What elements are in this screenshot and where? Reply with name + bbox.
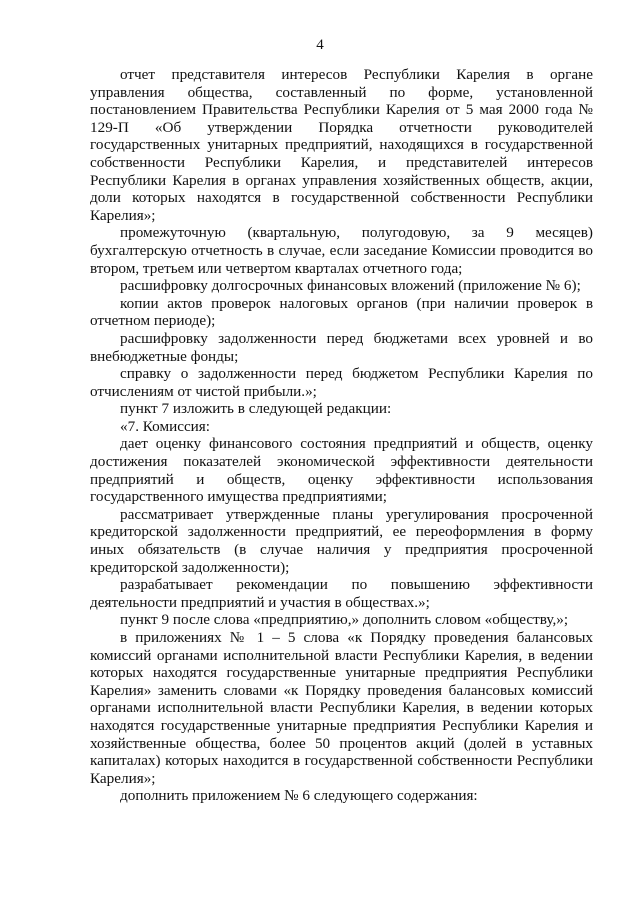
paragraph: «7. Комиссия: bbox=[120, 417, 211, 435]
paragraph: копии актов проверок налоговых органов (при наличии проверок в отчетном периоде); bbox=[90, 294, 593, 330]
document-body bbox=[90, 66, 593, 805]
page-number: 4 bbox=[316, 37, 324, 53]
paragraph: пункт 9 после слова «предприятию,» дополнить словом «обществу,»; bbox=[120, 611, 569, 629]
paragraph: расшифровку долгосрочных финансовых вложений (приложение № 6); bbox=[120, 277, 581, 295]
paragraph: дает оценку финансового состояния предприятий и обществ, оценку достижения показателей экономической эффективности деятельности предприятий и обществ, оценку эффективности использования государственного имущества предприятиями; bbox=[90, 435, 593, 506]
paragraph: дополнить приложением № 6 следующего содержания: bbox=[120, 787, 478, 805]
paragraph: промежуточную (квартальную, полугодовую, за 9 месяцев) бухгалтерскую отчетность в случае, если заседание Комиссии проводится во втором, третьем или четвертом кварталах отчетного года; bbox=[90, 224, 593, 277]
paragraph: разрабатывает рекомендации по повышению эффективности деятельности предприятий и участия в обществах.»; bbox=[90, 576, 593, 611]
paragraph: расшифровку задолженности перед бюджетами всех уровней и во внебюджетные фонды; bbox=[90, 329, 593, 365]
paragraph: в приложениях № 1 – 5 слова «к Порядку проведения балансовых комиссий органами исполнительной власти Республики Карелия, в ведении которых находятся государственные унитарные предприятия Республики Карелия» заменить словами «к Порядку проведения балансовых комиссий органами исполнительной власти Республики Карелия, в ведении которых находятся государственные унитарные предприятия Республики Карелия и хозяйственные общества, более 50 процентов акций (долей в уставных капиталах) которых находится в государственной собственности Республики Карелия»; bbox=[90, 629, 593, 787]
paragraph: справку о задолженности перед бюджетом Республики Карелия по отчислениям от чистой прибыли.»; bbox=[90, 365, 593, 400]
paragraph: отчет представителя интересов Республики Карелия в органе управления общества, составленный по форме, установленной постановлением Правительства Республики Карелия от 5 мая 2000 года № 129-П «Об утверждении Порядка отчетности руководителей государственных унитарных предприятий, находящихся в государственной собственности Республики Карелия, и представителей интересов Республики Карелия в органах управления хозяйственных обществ, акции, доли которых находятся в государственной собственности Республики Карелия»; bbox=[90, 66, 593, 224]
paragraph: рассматривает утвержденные планы урегулирования просроченной кредиторской задолженности предприятий, ее переоформления в форму иных обязательств (в случае наличия у предприятия просроченной кредиторской задолженности); bbox=[90, 505, 593, 576]
paragraph: пункт 7 изложить в следующей редакции: bbox=[120, 400, 392, 418]
